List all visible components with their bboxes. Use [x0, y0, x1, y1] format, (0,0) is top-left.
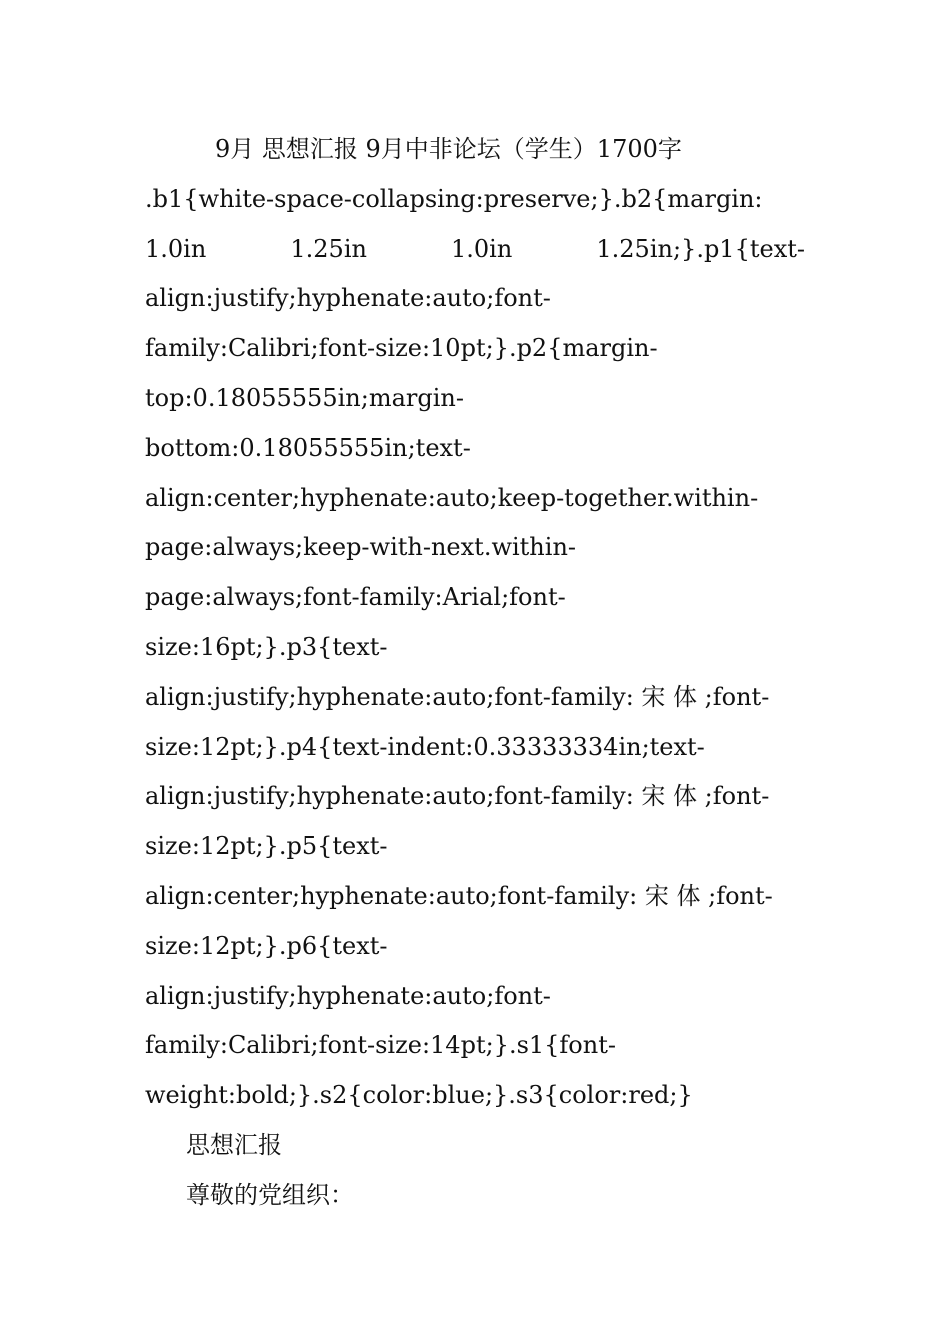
- css-dump-line-5: top:0.18055555in;margin-: [145, 383, 464, 412]
- css-dump-line-2-part-3: 1.0in: [451, 234, 513, 263]
- section-heading: 思想汇报: [186, 1130, 282, 1159]
- css-dump-line-13: align:justify;hyphenate:auto;font-family: 宋 体 ;font-: [145, 782, 770, 811]
- css-dump-line-11: align:justify;hyphenate:auto;font-family: 宋 体 ;font-: [145, 682, 770, 711]
- css-dump-line-3: align:justify;hyphenate:auto;font-: [145, 284, 551, 313]
- css-dump-line-2-part-2: 1.25in: [290, 234, 367, 263]
- document-content: [145, 125, 805, 1221]
- css-dump-line-6: bottom:0.18055555in;text-: [145, 433, 471, 462]
- css-dump-line-17: align:justify;hyphenate:auto;font-: [145, 981, 551, 1010]
- css-dump-line-2-part-4: 1.25in;}.p1{text-: [596, 234, 805, 263]
- css-dump-line-2-part-1: 1.0in: [145, 234, 207, 263]
- css-dump-line-16: size:12pt;}.p6{text-: [145, 931, 388, 960]
- css-dump-line-15: align:center;hyphenate:auto;font-family: 宋 体 ;font-: [145, 881, 773, 910]
- css-dump-line-4: family:Calibri;font-size:10pt;}.p2{margin-: [145, 334, 658, 363]
- css-dump-line-12: size:12pt;}.p4{text-indent:0.33333334in;text-: [145, 732, 705, 761]
- css-dump-line-9: page:always;font-family:Arial;font-: [145, 583, 566, 612]
- css-dump-line-19: weight:bold;}.s2{color:blue;}.s3{color:red;}: [145, 1081, 693, 1110]
- css-dump-line-7: align:center;hyphenate:auto;keep-together.within-: [145, 483, 759, 512]
- salutation: 尊敬的党组织：: [186, 1180, 354, 1209]
- css-dump-line-2: [145, 225, 805, 275]
- css-dump-line-8: page:always;keep-with-next.within-: [145, 533, 577, 562]
- css-dump-line-10: size:16pt;}.p3{text-: [145, 632, 388, 661]
- document-title: 9月 思想汇报 9月中非论坛（学生）1700字: [215, 135, 682, 163]
- css-dump-line-1: .b1{white-space-collapsing:preserve;}.b2{margin:: [145, 184, 763, 213]
- css-dump-line-18: family:Calibri;font-size:14pt;}.s1{font-: [145, 1031, 616, 1060]
- css-dump-line-14: size:12pt;}.p5{text-: [145, 832, 388, 861]
